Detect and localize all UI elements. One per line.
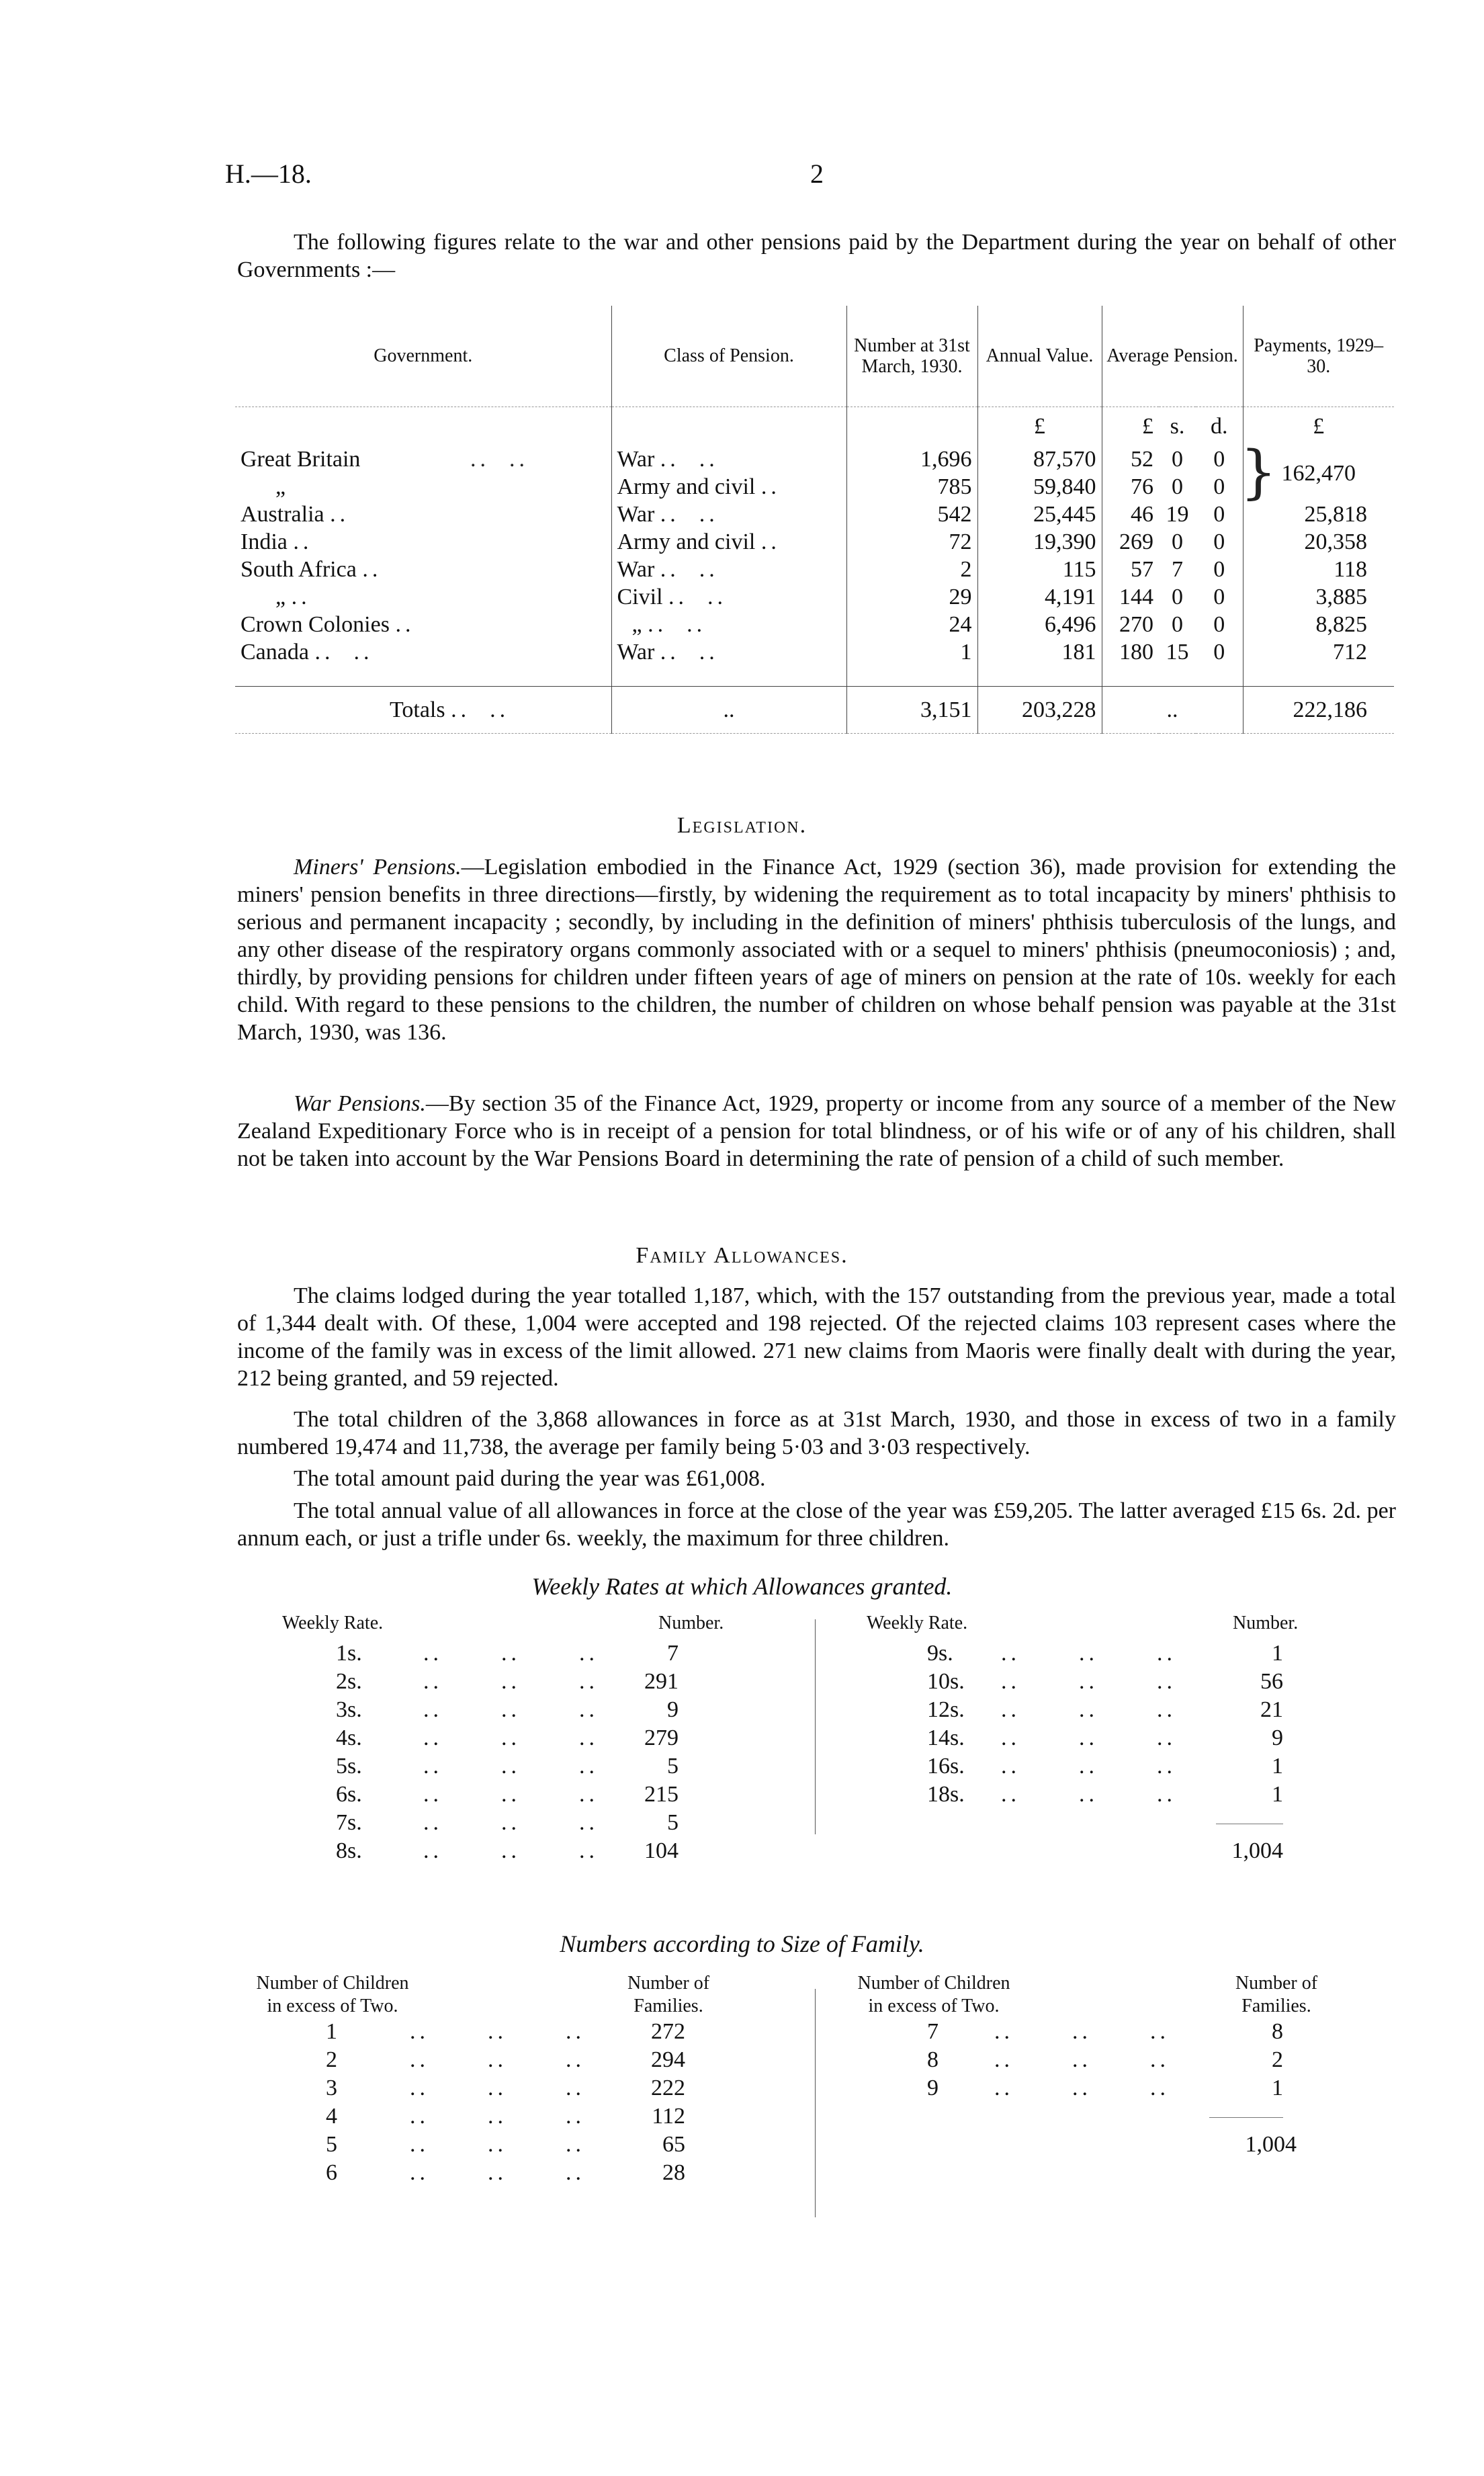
family-row: 2 .. .. .. 294 [326,2047,685,2072]
row-avg-l: 57 [1131,557,1153,582]
row-government: Great Britain [241,447,361,472]
miners-text: —Legislation embodied in the Finance Act, 1929 (section 36), made provision for extending the miners' pension benefits in three directions—firstly, by widening the requirement as to total incapacity by miners' phthisis to serious and permanent incapacity ; secondly, by including in the definition of miners' phthisis tuberculosis of the lungs, and any other disease of the respiratory organs commonly associated with or a sequel to miners' phthisis (pneumoconiosis) ; and, thirdly, by providing pensions for children under fifteen years of age of miners on pension at the rate of 10s. weekly for each child. With regard to these pensions to the children, the number of children on whose behalf pension was payable at the 31st March, 1930, was 136. [237,855,1396,1045]
row-government: India [241,529,288,554]
families-count: 8 [1272,2019,1283,2044]
row-payments: 8,825 [1315,612,1367,637]
rate-row: 14s. .. .. .. 9 [927,1725,1283,1750]
rate-row: 6s. .. .. .. 215 [336,1782,679,1807]
table-row: South Africa .. War .. .. 2 115 57 7 0 118 [235,556,1394,583]
row-annual: 4,191 [977,583,1102,611]
row-class: Army and civil [617,474,756,499]
row-class: War [617,447,655,472]
row-avg-s: 15 [1166,640,1189,665]
weekly-rates-total: 1,004 [1231,1838,1283,1863]
children-count: 5 [326,2132,337,2157]
families-count: 2 [1272,2047,1283,2072]
row-class: Army and civil [617,529,756,554]
row-class: War [617,640,655,665]
row-avg-d: 0 [1196,473,1243,501]
rate-number: 1 [1272,1641,1283,1666]
table-row: Australia .. War .. .. 542 25,445 46 19 0 25,818 [235,501,1394,528]
row-number: 2 [846,556,977,583]
number-header: Number. [1233,1613,1299,1633]
children-count: 6 [326,2160,337,2185]
rate-value: 5s. [336,1754,362,1779]
rate-number: 5 [667,1754,679,1779]
family-row: 5 .. .. .. 65 [326,2132,685,2157]
family-size-divider [815,1989,816,2217]
header-annual-value: Annual Value. [977,306,1102,407]
children-count: 4 [326,2104,337,2129]
row-government: „ [275,585,286,609]
row-avg-s: 7 [1172,557,1183,582]
row-annual: 59,840 [977,473,1102,501]
row-avg-s: 0 [1172,529,1183,554]
totals-average: .. [1102,686,1243,733]
rate-value: 2s. [336,1669,362,1694]
row-government: Canada [241,640,309,665]
families-count: 1 [1272,2076,1283,2100]
row-avg-d: 0 [1196,501,1243,528]
row-avg-s: 0 [1172,447,1183,472]
row-payments: 3,885 [1315,585,1367,609]
row-number: 72 [846,528,977,556]
great-britain-payments: 162,470 [1281,460,1356,486]
rate-row: 9s. .. .. .. 1 [927,1641,1283,1666]
table-row: Crown Colonies .. „ .. .. 24 6,496 270 0 0 8,825 [235,611,1394,638]
row-government: Crown Colonies [241,612,390,637]
family-allowances-heading: Family Allowances. [636,1243,848,1268]
row-avg-l: 270 [1119,612,1153,637]
row-government: South Africa [241,557,357,582]
war-text: —By section 35 of the Finance Act, 1929, property or income from any source of a member of the New Zealand Expeditionary Force who is in receipt of a pension for total blindness, or of his wife or of any of his children, shall not be taken into account by the War Pensions Board in determining the rate of pension of a child of such member. [237,1091,1396,1171]
header-average-pension: Average Pension. [1102,306,1243,407]
rate-row: 1s. .. .. .. 7 [336,1641,679,1666]
rate-value: 1s. [336,1641,362,1666]
rate-number: 1 [1272,1782,1283,1807]
families-count: 65 [662,2132,685,2157]
children-header-1: Number of Children [256,1973,409,1994]
children-count: 7 [927,2019,939,2044]
row-avg-d: 0 [1196,556,1243,583]
family-row: 6 .. .. .. 28 [326,2160,685,2185]
weekly-rates-left [282,1613,752,1867]
rate-number: 5 [667,1810,679,1835]
row-class: War [617,502,655,527]
header-government: Government. [235,306,611,407]
totals-label: Totals [390,697,445,722]
rate-value: 8s. [336,1838,362,1863]
rate-value: 12s. [927,1697,965,1722]
miners-title: Miners' Pensions. [294,855,462,880]
miners-paragraph [237,853,1396,1046]
report-id: H.—18. [225,159,312,189]
rate-row: 7s. .. .. .. 5 [336,1810,679,1835]
row-avg-d: 0 [1196,611,1243,638]
row-government: Australia [241,502,324,527]
row-annual: 87,570 [977,445,1102,473]
rate-row: 18s. .. .. .. 1 [927,1782,1283,1807]
families-count: 272 [651,2019,685,2044]
row-avg-d: 0 [1196,445,1243,473]
family-size-title: Numbers according to Size of Family. [560,1930,924,1957]
family-size-right [833,1972,1357,2160]
families-count: 294 [651,2047,685,2072]
row-annual: 6,496 [977,611,1102,638]
family-row: 1 .. .. .. 272 [326,2019,685,2044]
families-header-2: Families. [1241,1996,1311,2016]
row-annual: 115 [977,556,1102,583]
families-header-1: Number of [1235,1973,1318,1994]
family-row: 9 .. .. .. 1 [927,2076,1283,2100]
weekly-rates-title: Weekly Rates at which Allowances granted. [531,1573,953,1600]
weekly-rates-right [867,1613,1337,1867]
rate-number: 9 [1272,1725,1283,1750]
intro-paragraph: The following figures relate to the war and other pensions paid by the Department during the year on behalf of other Governments :— [237,230,1396,282]
row-avg-d: 0 [1196,638,1243,666]
row-payments: 118 [1334,557,1367,582]
totals-class: .. [611,686,846,733]
row-avg-d: 0 [1196,528,1243,556]
number-header: Number. [658,1613,724,1633]
rate-header: Weekly Rate. [282,1613,384,1633]
rate-number: 56 [1260,1669,1283,1694]
row-avg-l: 76 [1131,474,1153,499]
weekly-rates-divider [815,1619,816,1834]
row-payments: 712 [1333,640,1367,665]
rate-row: 8s. .. .. .. 104 [336,1838,679,1863]
row-avg-d: 0 [1196,583,1243,611]
children-count: 9 [927,2076,939,2100]
totals-annual: 203,228 [977,686,1102,733]
families-header-2: Families. [634,1996,703,2016]
rate-row: 4s. .. .. .. 279 [336,1725,679,1750]
rate-row: 5s. .. .. .. 5 [336,1754,679,1779]
rate-number: 7 [667,1641,679,1666]
children-header-1: Number of Children [857,1973,1010,1994]
row-number: 1,696 [846,445,977,473]
rate-value: 7s. [336,1810,362,1835]
row-number: 1 [846,638,977,666]
pensions-table [235,306,1394,734]
page-number: 2 [810,159,824,189]
table-row: Great Britain .. .. War .. .. 1,696 87,570 52 0 0 162,470 [235,445,1394,473]
children-count: 2 [326,2047,337,2072]
rate-number: 9 [667,1697,679,1722]
war-paragraph [237,1090,1396,1172]
families-header-1: Number of [627,1973,710,1994]
row-avg-l: 269 [1119,529,1153,554]
children-count: 3 [326,2076,337,2100]
row-avg-s: 0 [1172,612,1183,637]
family-size-total: 1,004 [1245,2132,1297,2157]
table-row: Canada .. .. War .. .. 1 181 180 15 0 712 [235,638,1394,666]
families-count: 112 [652,2104,685,2129]
families-count: 28 [662,2160,685,2185]
table-row: „ .. Civil .. .. 29 4,191 144 0 0 3,885 [235,583,1394,611]
rate-value: 10s. [927,1669,965,1694]
row-avg-s: 0 [1172,474,1183,499]
rate-row: 10s. .. .. .. 56 [927,1669,1283,1694]
row-class: „ [631,612,642,637]
rate-number: 215 [644,1782,679,1807]
rate-row: 2s. .. .. .. 291 [336,1669,679,1694]
rate-value: 9s. [927,1641,953,1666]
row-number: 24 [846,611,977,638]
rate-value: 3s. [336,1697,362,1722]
unit-annual: £ [977,407,1102,445]
children-count: 8 [927,2047,939,2072]
children-header-2: in excess of Two. [868,1996,1000,2016]
fa-paragraph-1: The claims lodged during the year totalled 1,187, which, with the 157 outstanding from the previous year, made a total of 1,344 dealt with. Of these, 1,004 were accepted and 198 rejected. Of the rejected claims 103 represent cases where the income of the family was in excess of the limit allowed. 271 new claims from Maoris were finally dealt with during the year, 212 being granted, and 59 rejected. [237,1283,1396,1391]
children-count: 1 [326,2019,337,2044]
row-annual: 25,445 [977,501,1102,528]
row-annual: 181 [977,638,1102,666]
row-avg-l: 46 [1131,502,1153,527]
row-avg-l: 180 [1119,640,1153,665]
family-row: 4 .. .. .. 112 [326,2104,685,2129]
row-number: 29 [846,583,977,611]
row-number: 785 [846,473,977,501]
total-rule [1209,2117,1283,2118]
families-count: 222 [651,2076,685,2100]
rate-row: 12s. .. .. .. 21 [927,1697,1283,1722]
unit-payments: £ [1313,413,1325,439]
rate-number: 1 [1272,1754,1283,1779]
row-annual: 19,390 [977,528,1102,556]
totals-payments: 222,186 [1293,697,1367,722]
rate-row: 3s. .. .. .. 9 [336,1697,679,1722]
rate-number: 279 [644,1725,679,1750]
row-class: Civil [617,585,663,609]
table-row: India .. Army and civil .. 72 19,390 269 0 0 20,358 [235,528,1394,556]
unit-shillings: s. [1170,413,1185,439]
rate-header: Weekly Rate. [867,1613,968,1633]
row-class: War [617,557,655,582]
family-row: 3 .. .. .. 222 [326,2076,685,2100]
row-avg-l: 52 [1131,447,1153,472]
rate-value: 4s. [336,1725,362,1750]
children-header-2: in excess of Two. [267,1996,398,2016]
row-government: „ [275,474,286,499]
fa-paragraph-4: The total annual value of all allowances in force at the close of the year was £59,205. The latter averaged £15 6s. 2d. per annum each, or just a trifle under 6s. weekly, the maximum for three children. [237,1498,1396,1551]
header-payments: Payments, 1929–30. [1254,335,1384,377]
header-class: Class of Pension. [611,306,846,407]
brace-icon: } [1240,439,1277,506]
fa-paragraph-2: The total children of the 3,868 allowances in force as at 31st March, 1930, and those in excess of two in a family numbered 19,474 and 11,738, the average per family being 5·03 and 3·03 respectively. [237,1407,1396,1459]
header-number: Number at 31st March, 1930. [846,306,977,407]
row-payments: 20,358 [1304,529,1367,554]
unit-pence: d. [1196,407,1243,445]
row-number: 542 [846,501,977,528]
family-row: 8 .. .. .. 2 [927,2047,1283,2072]
row-payments: 25,818 [1304,502,1367,527]
rate-number: 104 [644,1838,679,1863]
rate-value: 16s. [927,1754,965,1779]
totals-row: Totals .. .. .. 3,151 203,228 .. 222,186 [235,686,1394,733]
rate-number: 291 [644,1669,679,1694]
totals-number: 3,151 [846,686,977,733]
rate-value: 14s. [927,1725,965,1750]
war-title: War Pensions. [294,1091,426,1116]
legislation-heading: Legislation. [676,813,808,838]
table-row: „ Army and civil .. 785 59,840 76 0 0 [235,473,1394,501]
row-avg-l: 144 [1119,585,1153,609]
rate-number: 21 [1260,1697,1283,1722]
family-row: 7 .. .. .. 8 [927,2019,1283,2044]
rate-value: 18s. [927,1782,965,1807]
row-avg-s: 0 [1172,585,1183,609]
family-size-left [242,1972,752,2188]
row-avg-s: 19 [1166,502,1189,527]
rate-row: 16s. .. .. .. 1 [927,1754,1283,1779]
unit-pounds: £ [1142,413,1153,439]
fa-paragraph-3: The total amount paid during the year was £61,008. [294,1466,766,1491]
rate-value: 6s. [336,1782,362,1807]
